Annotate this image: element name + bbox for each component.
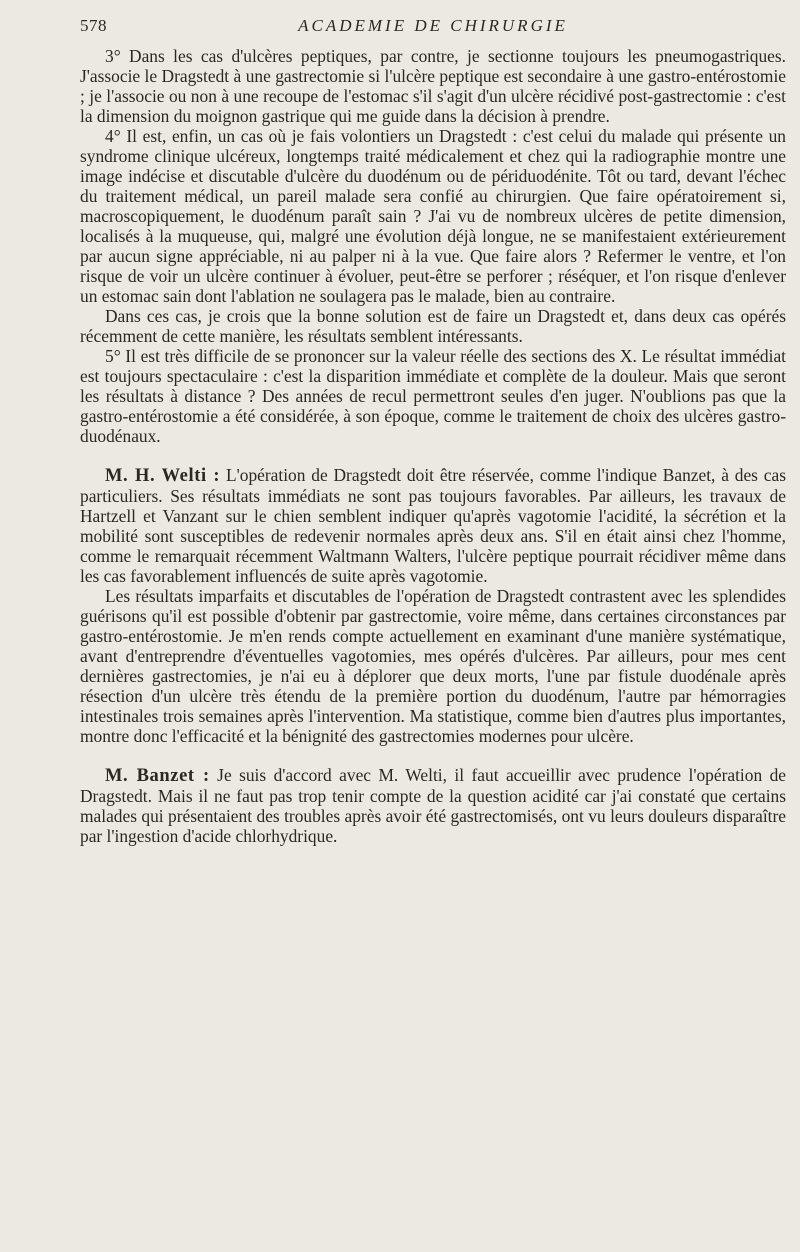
paragraph-text: 5° Il est très difficile de se prononcer sur la valeur réelle des sections des X. Le résultat immédiat est toujours spectaculaire : c'est la disparition immédiate et complète de la douleur. Mais que seront les résultats à distance ? Des années de recul permettront seules d'en juger. N'oublions pas que la gastro-entérostomie a été considérée, à son époque, comme le traitement de choix des ulcères gastro-duodénaux. <box>80 346 786 446</box>
speaker-name: M. H. Welti : <box>105 466 221 486</box>
paragraph-text: 4° Il est, enfin, un cas où je fais volontiers un Dragstedt : c'est celui du malade qui présente un syndrome clinique ulcéreux, longtemps traité médicalement et chez qui la radiographie montre une image indécise et discutable d'ulcère du duodénum ou de périduodénite. Tôt ou tard, devant l'échec du traitement médical, un pareil malade sera confié au chirurgien. Que faire opératoirement si, macroscopiquement, le duodénum paraît sain ? J'ai vu de nombreux ulcères de petite dimension, localisés à la muqueuse, qui, malgré une évolution déjà longue, ne se manifestaient extérieurement par aucun signe appréciable, ni au palper ni à la vue. Que faire alors ? Refermer le ventre, et l'on risque de voir un ulcère continuer à évoluer, peut-être se perforer ; réséquer, et l'on risque d'enlever un estomac sain dont l'ablation ne soulagera pas le malade, bien au contraire. <box>80 126 786 306</box>
paragraph-results <box>80 346 786 446</box>
paragraph-dragstedt-indecisive <box>80 126 786 306</box>
body-text <box>80 46 786 846</box>
page-number: 578 <box>80 16 107 35</box>
speaker-name: M. Banzet : <box>105 766 210 786</box>
paragraph-text: 3° Dans les cas d'ulcères peptiques, par contre, je sectionne toujours les pneumogastriques. J'associe le Dragstedt à une gastrectomie si l'ulcère peptique est secondaire à une gastro-entérostomie ; je l'associe ou non à une recoupe de l'estomac s'il s'agit d'un ulcère récidivé post-gastrectomie : c'est la dimension du moignon gastrique qui me guide dans la décision à prendre. <box>80 46 786 126</box>
paragraph-text: Dans ces cas, je crois que la bonne solution est de faire un Dragstedt et, dans deux cas opérés récemment de cette manière, les résultats semblent intéressants. <box>80 306 786 346</box>
page-header <box>80 16 786 42</box>
paragraph-text: Les résultats imparfaits et discutables de l'opération de Dragstedt contrastent avec les splendides guérisons qu'il est possible d'obtenir par gastrectomie, voire même, dans certaines circonstances par gastro-entérostomie. Je m'en rends compte actuellement en examinant d'une manière systématique, avant d'entreprendre d'éventuelles vagotomies, mes opérés d'ulcères. Par ailleurs, pour mes cent dernières gastrectomies, je n'ai eu à déplorer que deux morts, l'une par fistule duodénale après résection d'un ulcère très étendu de la première portion du duodénum, l'autre par hémorragies intestinales trois semaines après l'intervention. Ma statistique, comme bien d'autres plus importantes, montre donc l'efficacité et la bénignité des gastrectomies modernes pour ulcère. <box>80 586 786 746</box>
paragraph-text: L'opération de Dragstedt doit être réservée, comme l'indique Banzet, à des cas particuliers. Ses résultats immédiats ne sont pas toujours favorables. Par ailleurs, les travaux de Hartzell et Vanzant sur le chien semblent indiquer qu'après vagotomie l'acidité, la sécrétion et la mobilité sont susceptibles de redevenir normales après deux ans. S'il en était ainsi chez l'homme, comme le remarquait récemment Waltmann Walters, l'ulcère peptique pourrait récidiver même dans les cas favorablement influencés de suite après vagotomie. <box>80 465 786 586</box>
paragraph-banzet <box>80 765 786 846</box>
running-title: ACADEMIE DE CHIRURGIE <box>298 16 568 35</box>
paragraph-welti <box>80 465 786 586</box>
paragraph-solution <box>80 306 786 346</box>
paragraph-text: Je suis d'accord avec M. Welti, il faut accueillir avec prudence l'opération de Dragstedt. Mais il ne faut pas trop tenir compte de la question acidité car j'ai constaté que certains malades qui présentaient des troubles après avoir été gastrectomisés, ont vu leurs douleurs disparaître par l'ingestion d'acide chlorhydrique. <box>80 765 786 846</box>
paragraph-vagotomy-peptic <box>80 46 786 126</box>
paragraph-welti-continued <box>80 586 786 746</box>
